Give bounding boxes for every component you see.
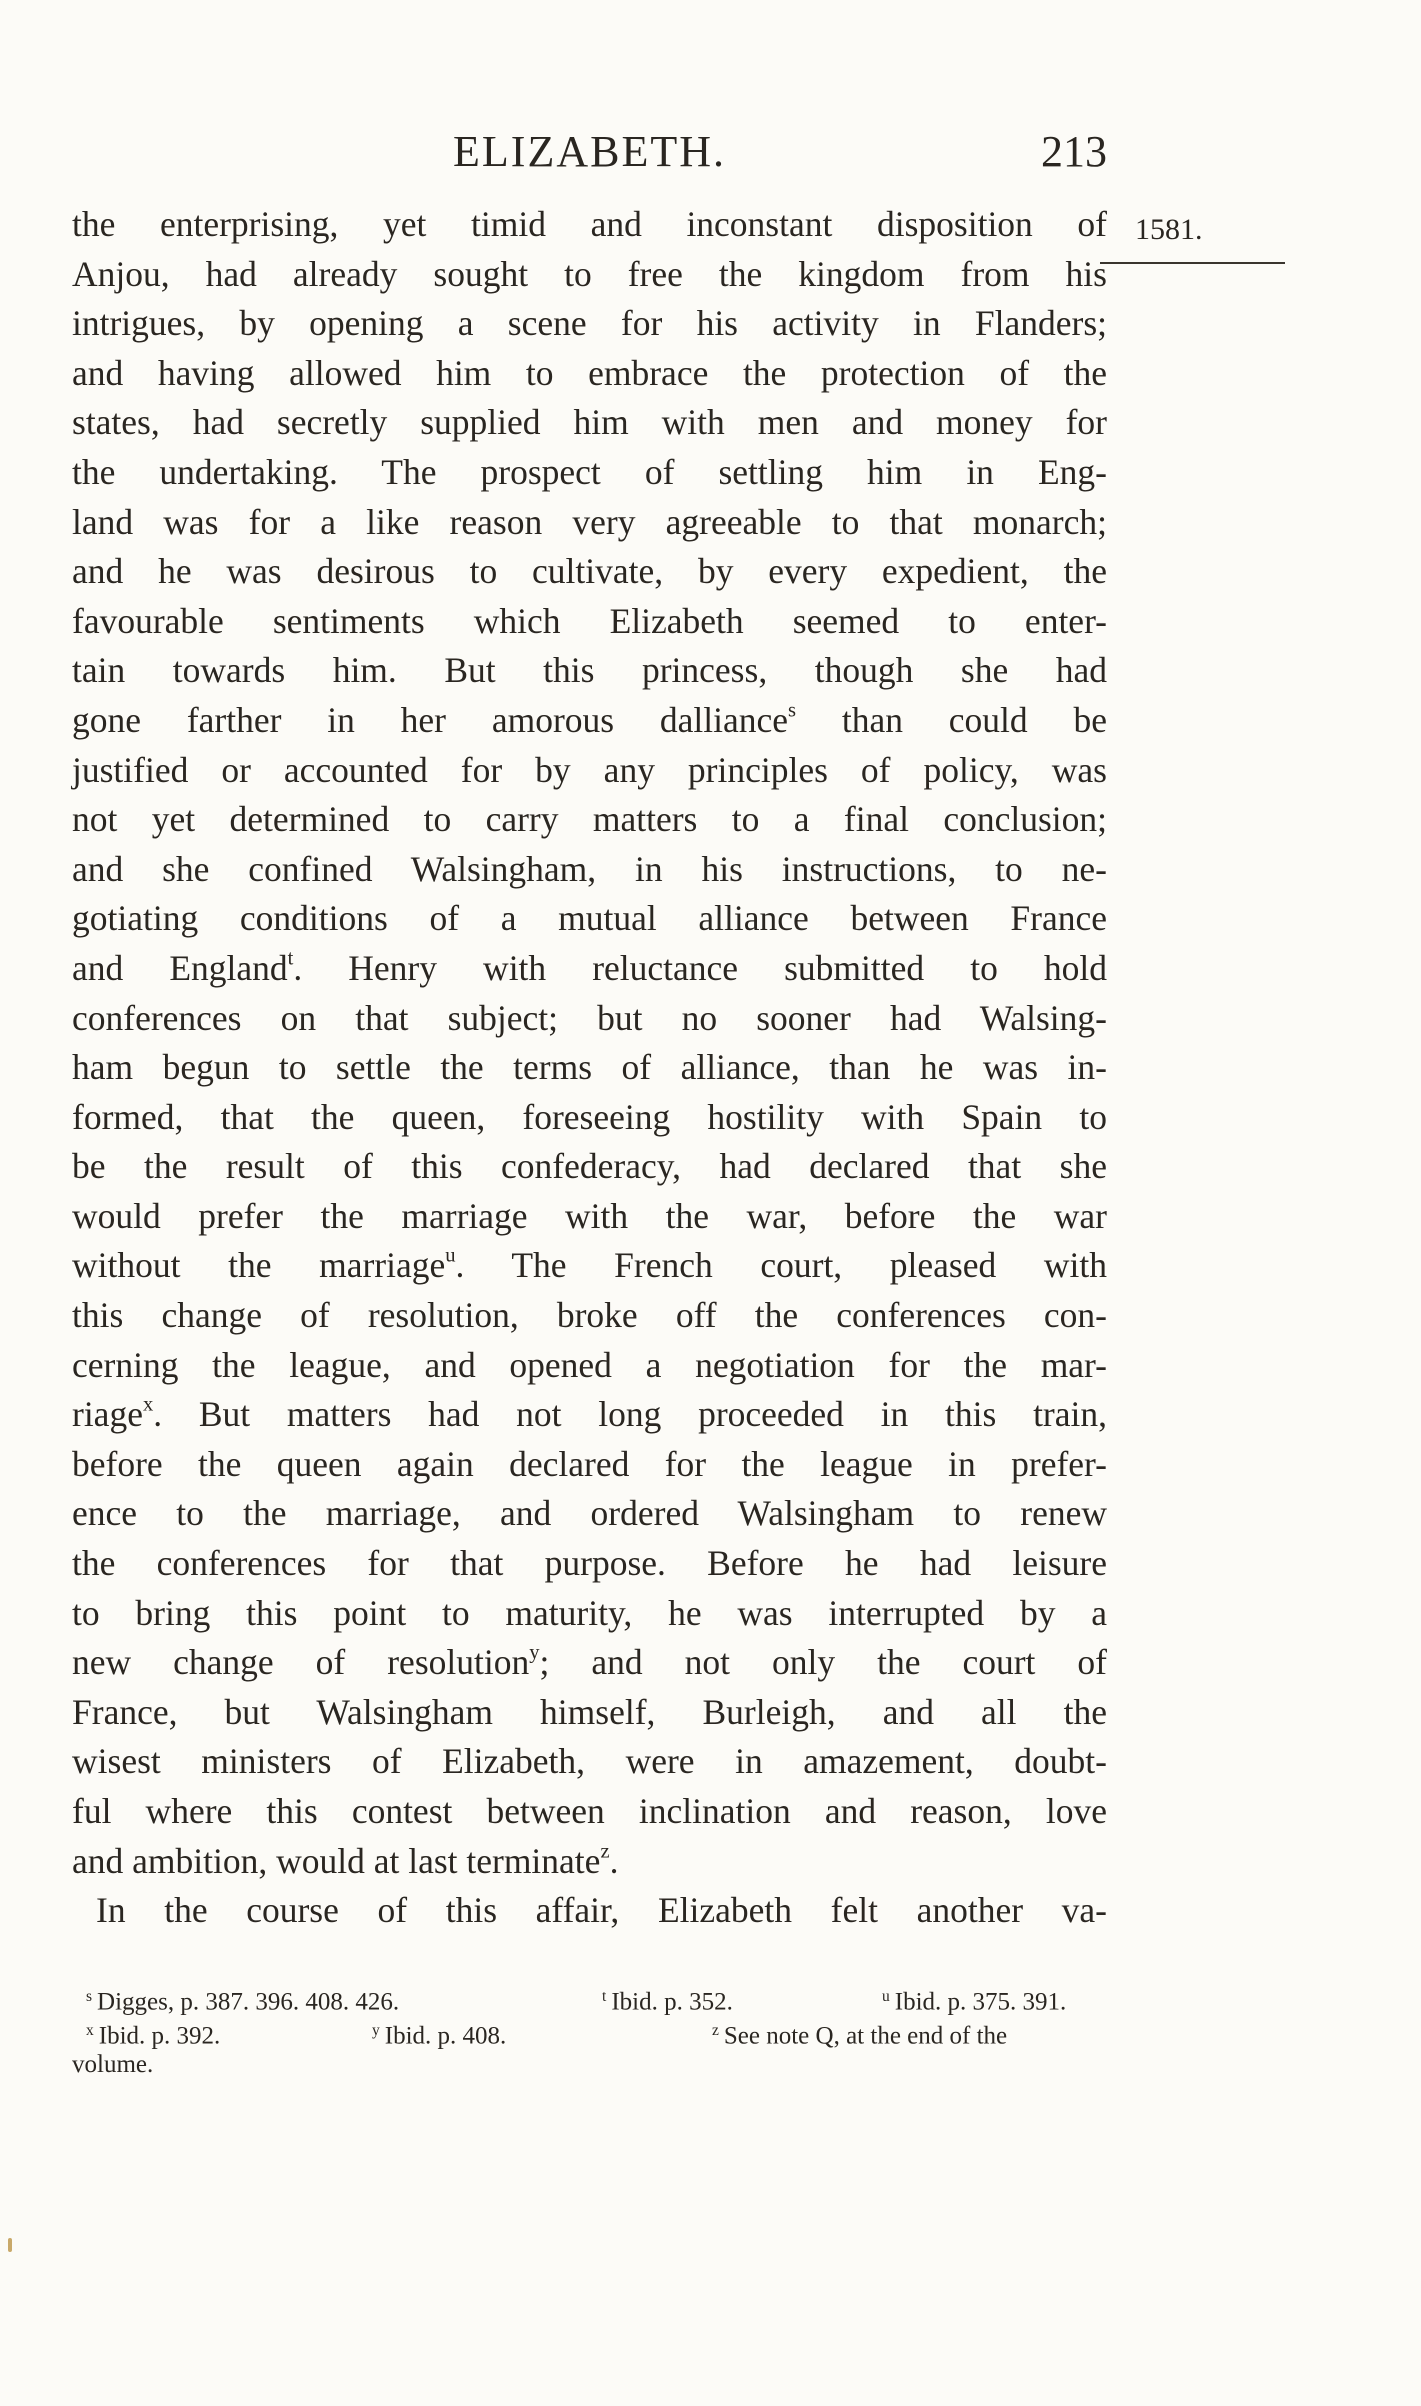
- footnote-reference: y: [529, 1641, 540, 1664]
- footnote: $^s$ Digges, p. 387. 396. 408. 426.: [86, 1988, 400, 2016]
- footnote-reference: u: [445, 1245, 456, 1268]
- footnote-row: [72, 2014, 1107, 2048]
- text-line: formed, that the queen, foreseeing hostility with Spain to: [72, 1096, 1107, 1137]
- text-line: riage$^x$. But matters had not long proceeded in this train,: [72, 1393, 1107, 1435]
- text-line: conferences on that subject; but no sooner had Walsing-: [72, 997, 1107, 1038]
- text-line: justified or accounted for by any principles of policy, was: [72, 749, 1107, 790]
- footnote-reference: x: [142, 1393, 154, 1416]
- text-line: gotiating conditions of a mutual alliance between France: [72, 898, 1107, 939]
- running-head: [72, 122, 1107, 182]
- text-line: ence to the marriage, and ordered Walsingham to renew: [72, 1493, 1107, 1534]
- text-line: new change of resolution$^y$; and not only the court of: [72, 1641, 1107, 1683]
- text-line: land was for a like reason very agreeable to that monarch;: [72, 501, 1107, 542]
- footnotes: [72, 1980, 1107, 2082]
- text-line: cerning the league, and opened a negotiation for the mar-: [72, 1344, 1107, 1385]
- text-line: gone farther in her amorous dalliance$^s$ than could be: [72, 699, 1107, 740]
- text-line: before the queen again declared for the league in prefer-: [72, 1443, 1107, 1484]
- text-line: and England$^t$. Henry with reluctance submitted to hold: [72, 947, 1107, 988]
- running-title: ELIZABETH.: [453, 127, 726, 176]
- text-line: and having allowed him to embrace the protection of the: [72, 352, 1107, 393]
- text-line: would prefer the marriage with the war, before the war: [72, 1195, 1107, 1236]
- text-line: be the result of this confederacy, had declared that she: [72, 1146, 1107, 1187]
- footnote: $^y$ Ibid. p. 408.: [372, 2022, 507, 2050]
- footnote: $^z$ See note Q, at the end of the: [712, 2022, 1008, 2050]
- text-line: not yet determined to carry matters to a final conclusion;: [72, 799, 1107, 840]
- text-line: states, had secretly supplied him with men and money for: [72, 402, 1107, 443]
- footnote-reference: z: [600, 1840, 610, 1863]
- text-line: to bring this point to maturity, he was interrupted by a: [72, 1592, 1107, 1633]
- footnote: $^x$ Ibid. p. 392.: [86, 2022, 221, 2050]
- text-line: France, but Walsingham himself, Burleigh, and all the: [72, 1691, 1107, 1732]
- text-line: this change of resolution, broke off the conferences con-: [72, 1295, 1107, 1336]
- footnote: $^t$ Ibid. p. 352.: [602, 1988, 733, 2016]
- text-line: In the course of this affair, Elizabeth felt another va-: [96, 1890, 1107, 1931]
- page-number: 213: [1041, 127, 1107, 176]
- text-line: wisest ministers of Elizabeth, were in amazement, doubt-: [72, 1741, 1107, 1782]
- text-line: intrigues, by opening a scene for his activity in Flanders;: [72, 303, 1107, 344]
- text-line: and she confined Walsingham, in his instructions, to ne-: [72, 848, 1107, 889]
- page-speck: [8, 2238, 12, 2252]
- text-line: the enterprising, yet timid and inconstant disposition of: [72, 204, 1107, 244]
- margin-year-note: 1581.: [1135, 213, 1203, 246]
- text-line: favourable sentiments which Elizabeth seemed to enter-: [72, 600, 1107, 641]
- footnote-row: [72, 2048, 1107, 2082]
- text-line: and ambition, would at last terminate$^z$.: [72, 1840, 619, 1881]
- footnote-row: [72, 1980, 1107, 2014]
- text-line: tain towards him. But this princess, though she had: [72, 650, 1107, 691]
- footnote: $^u$ Ibid. p. 375. 391.: [882, 1988, 1067, 2016]
- text-line: without the marriage$^u$. The French court, pleased with: [72, 1245, 1107, 1286]
- body-text: [72, 200, 1107, 1936]
- text-line: the conferences for that purpose. Before he had leisure: [72, 1543, 1107, 1584]
- footnote-reference: s: [788, 699, 797, 722]
- text-line: the undertaking. The prospect of settling him in Eng-: [72, 451, 1107, 492]
- footnote-continuation: volume.: [72, 2051, 154, 2078]
- text-line: ham begun to settle the terms of alliance, than he was in-: [72, 1047, 1107, 1088]
- text-line: Anjou, had already sought to free the kingdom from his: [72, 253, 1107, 294]
- footnote-reference: t: [287, 947, 294, 970]
- text-line: and he was desirous to cultivate, by every expedient, the: [72, 551, 1107, 592]
- margin-rule: [1100, 262, 1285, 264]
- text-line: ful where this contest between inclination and reason, love: [72, 1791, 1107, 1831]
